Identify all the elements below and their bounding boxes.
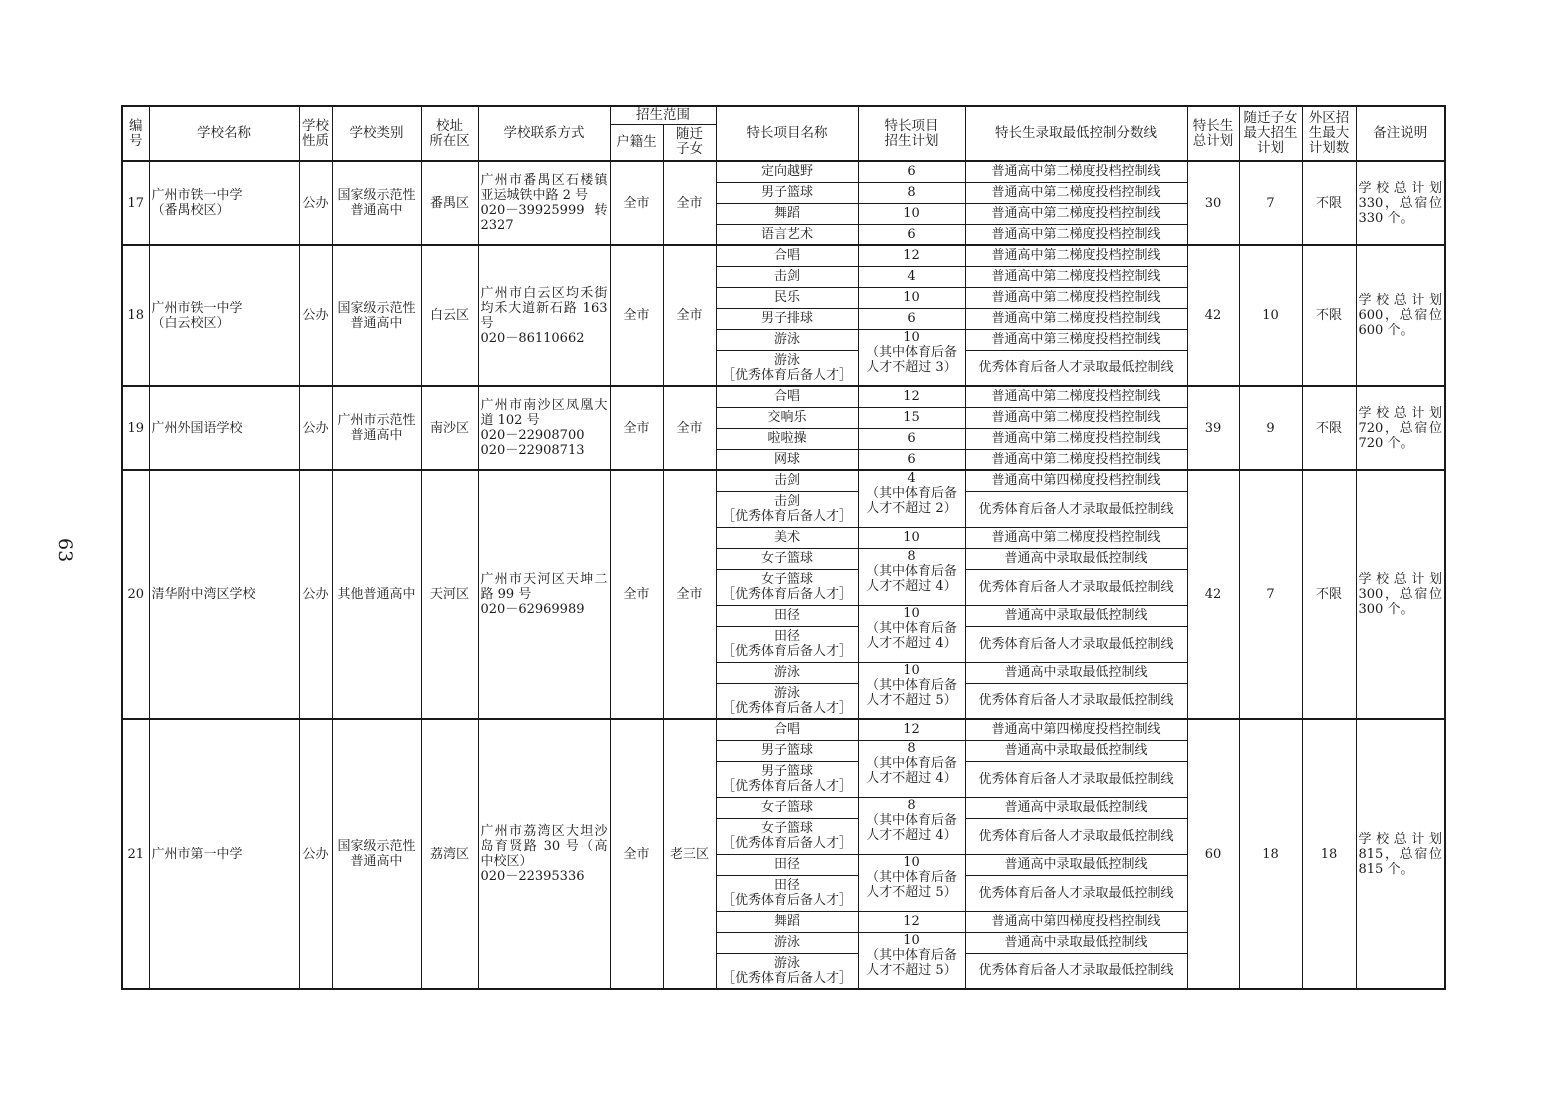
item-plan [858, 854, 965, 911]
item-name: 田径 ［优秀体育后备人才］ [716, 626, 858, 662]
scope-child: 全市 [663, 245, 716, 386]
scope-hukou: 全市 [610, 161, 663, 245]
header-scope-child: 随迁 子女 [663, 124, 716, 161]
school-name: 广州市铁一中学 （白云校区） [149, 245, 299, 386]
header-nature: 学校 性质 [299, 106, 332, 161]
item-name: 游泳 ［优秀体育后备人才］ [716, 350, 858, 386]
item-name: 语言艺术 [716, 224, 858, 245]
item-plan-note: （其中体育后备人才不超过 2） [865, 486, 957, 516]
item-name: 男子篮球 ［优秀体育后备人才］ [716, 761, 858, 797]
header-outside-max: 外区招 生最大 计划数 [1302, 106, 1356, 161]
table-row [122, 161, 1445, 182]
item-name: 网球 [716, 449, 858, 470]
table-row [122, 719, 1445, 740]
item-name: 定向越野 [716, 161, 858, 182]
item-name: 舞蹈 [716, 911, 858, 932]
school-outside-max: 不限 [1302, 470, 1356, 719]
item-plan [858, 470, 965, 527]
school-total: 42 [1187, 470, 1239, 719]
item-name: 男子篮球 [716, 740, 858, 761]
school-remark: 学校总计划 720，总宿位 720 个。 [1356, 386, 1445, 470]
school-category: 其他普通高中 [332, 470, 421, 719]
school-outside-max: 不限 [1302, 245, 1356, 386]
school-child-max: 7 [1239, 161, 1302, 245]
item-line: 普通高中第四梯度投档控制线 [965, 911, 1187, 932]
scope-hukou: 全市 [610, 470, 663, 719]
item-plan-count: 10 [903, 662, 920, 678]
school-contact: 广州市天河区天坤二路 99 号 020－62969989 [478, 470, 610, 719]
school-contact: 广州市荔湾区大坦沙岛育贤路 30 号（高中校区） 020－22395336 [478, 719, 610, 989]
item-name: 女子篮球 [716, 548, 858, 569]
school-child-max: 18 [1239, 719, 1302, 989]
item-name: 击剑 ［优秀体育后备人才］ [716, 491, 858, 527]
item-name: 女子篮球 [716, 797, 858, 818]
item-plan-note: （其中体育后备人才不超过 5） [865, 677, 957, 708]
item-name: 啦啦操 [716, 428, 858, 449]
item-plan [858, 932, 965, 989]
school-total: 39 [1187, 386, 1239, 470]
item-line: 普通高中录取最低控制线 [965, 797, 1187, 818]
item-name: 女子篮球 ［优秀体育后备人才］ [716, 818, 858, 854]
item-line: 普通高中第二梯度投档控制线 [965, 287, 1187, 308]
school-child-max: 7 [1239, 470, 1302, 719]
item-name: 田径 [716, 854, 858, 875]
item-line: 普通高中第三梯度投档控制线 [965, 329, 1187, 350]
school-contact: 广州市番禺区石楼镇亚运城铁中路 2 号 020－39925999 转 2327 [478, 161, 610, 245]
item-plan: 12 [858, 386, 965, 407]
scope-child: 老三区 [663, 719, 716, 989]
school-name: 广州市铁一中学 （番禺校区） [149, 161, 299, 245]
item-line: 优秀体育后备人才录取最低控制线 [965, 761, 1187, 797]
school-category: 国家级示范性 普通高中 [332, 719, 421, 989]
header-no: 编 号 [122, 106, 149, 161]
item-name: 击剑 [716, 470, 858, 491]
item-plan: 6 [858, 449, 965, 470]
item-name: 交响乐 [716, 407, 858, 428]
item-name: 美术 [716, 527, 858, 548]
item-line: 普通高中第二梯度投档控制线 [965, 161, 1187, 182]
item-line: 优秀体育后备人才录取最低控制线 [965, 875, 1187, 911]
header-remark: 备注说明 [1356, 106, 1445, 161]
scope-hukou: 全市 [610, 386, 663, 470]
item-line: 普通高中录取最低控制线 [965, 932, 1187, 953]
item-plan [858, 740, 965, 797]
item-line: 普通高中录取最低控制线 [965, 662, 1187, 683]
table-row [122, 470, 1445, 491]
item-line: 优秀体育后备人才录取最低控制线 [965, 350, 1187, 386]
item-plan [858, 797, 965, 854]
table-row [122, 245, 1445, 266]
scope-hukou: 全市 [610, 719, 663, 989]
table-row [122, 386, 1445, 407]
item-plan: 12 [858, 719, 965, 740]
item-line: 普通高中第二梯度投档控制线 [965, 428, 1187, 449]
school-district: 天河区 [421, 470, 478, 719]
table-body [122, 161, 1445, 989]
item-line: 普通高中第四梯度投档控制线 [965, 470, 1187, 491]
item-name: 合唱 [716, 386, 858, 407]
item-plan-note: （其中体育后备人才不超过 4） [865, 755, 957, 786]
item-plan: 10 [858, 287, 965, 308]
item-line: 普通高中第二梯度投档控制线 [965, 308, 1187, 329]
item-name: 击剑 [716, 266, 858, 287]
scope-child: 全市 [663, 386, 716, 470]
school-remark: 学校总计划 600，总宿位 600 个。 [1356, 245, 1445, 386]
item-name: 田径 [716, 605, 858, 626]
school-remark: 学校总计划 815，总宿位 815 个。 [1356, 719, 1445, 989]
item-name: 男子篮球 [716, 182, 858, 203]
school-no: 21 [122, 719, 149, 989]
header-item-plan: 特长项目 招生计划 [858, 106, 965, 161]
item-name: 合唱 [716, 245, 858, 266]
header-category: 学校类别 [332, 106, 421, 161]
item-plan-note: （其中体育后备人才不超过 4） [865, 620, 957, 651]
item-plan-count: 4 [907, 471, 916, 486]
school-name: 清华附中湾区学校 [149, 470, 299, 719]
school-nature: 公办 [299, 719, 332, 989]
item-plan-count: 10 [903, 605, 920, 621]
header-scope: 招生范围 [610, 106, 716, 124]
school-outside-max: 18 [1302, 719, 1356, 989]
item-name: 合唱 [716, 719, 858, 740]
item-plan-note: （其中体育后备人才不超过 4） [865, 563, 957, 594]
school-no: 17 [122, 161, 149, 245]
item-plan-count: 10 [903, 329, 920, 345]
item-line: 优秀体育后备人才录取最低控制线 [965, 626, 1187, 662]
item-line: 普通高中录取最低控制线 [965, 548, 1187, 569]
school-nature: 公办 [299, 161, 332, 245]
school-remark: 学校总计划 330，总宿位 330 个。 [1356, 161, 1445, 245]
school-child-max: 10 [1239, 245, 1302, 386]
item-plan-count: 8 [907, 797, 916, 813]
item-line: 普通高中第二梯度投档控制线 [965, 245, 1187, 266]
item-line: 普通高中第二梯度投档控制线 [965, 407, 1187, 428]
item-line: 普通高中录取最低控制线 [965, 605, 1187, 626]
school-contact: 广州市南沙区凤凰大道 102 号 020－22908700 020－22908713 [478, 386, 610, 470]
item-plan: 10 [858, 203, 965, 224]
school-district: 白云区 [421, 245, 478, 386]
school-district: 南沙区 [421, 386, 478, 470]
item-name: 游泳 ［优秀体育后备人才］ [716, 953, 858, 989]
item-line: 优秀体育后备人才录取最低控制线 [965, 818, 1187, 854]
item-line: 普通高中第二梯度投档控制线 [965, 449, 1187, 470]
item-plan: 6 [858, 308, 965, 329]
item-line: 优秀体育后备人才录取最低控制线 [965, 953, 1187, 989]
item-line: 优秀体育后备人才录取最低控制线 [965, 491, 1187, 527]
school-no: 18 [122, 245, 149, 386]
item-line: 普通高中第二梯度投档控制线 [965, 386, 1187, 407]
item-plan: 15 [858, 407, 965, 428]
item-line: 普通高中第二梯度投档控制线 [965, 266, 1187, 287]
scope-child: 全市 [663, 161, 716, 245]
item-plan [858, 548, 965, 605]
item-plan: 6 [858, 224, 965, 245]
school-name: 广州外国语学校 [149, 386, 299, 470]
item-plan-count: 10 [903, 932, 920, 948]
school-category: 国家级示范性 普通高中 [332, 245, 421, 386]
school-outside-max: 不限 [1302, 386, 1356, 470]
item-line: 普通高中第二梯度投档控制线 [965, 203, 1187, 224]
item-line: 普通高中第二梯度投档控制线 [965, 182, 1187, 203]
item-plan: 8 [858, 182, 965, 203]
school-nature: 公办 [299, 470, 332, 719]
school-child-max: 9 [1239, 386, 1302, 470]
item-plan-note: （其中体育后备人才不超过 3） [865, 344, 957, 375]
item-plan [858, 605, 965, 662]
school-name: 广州市第一中学 [149, 719, 299, 989]
school-remark: 学校总计划 300，总宿位 300 个。 [1356, 470, 1445, 719]
item-line: 普通高中第二梯度投档控制线 [965, 224, 1187, 245]
item-plan-count: 8 [907, 548, 916, 564]
item-plan: 12 [858, 911, 965, 932]
item-name: 游泳 [716, 662, 858, 683]
page-number: 63 [54, 538, 76, 563]
school-nature: 公办 [299, 245, 332, 386]
scope-child: 全市 [663, 470, 716, 719]
item-name: 女子篮球 ［优秀体育后备人才］ [716, 569, 858, 605]
item-plan-note: （其中体育后备人才不超过 4） [865, 812, 957, 843]
header-district: 校址 所在区 [421, 106, 478, 161]
header-contact: 学校联系方式 [478, 106, 610, 161]
item-plan: 6 [858, 428, 965, 449]
item-name: 田径 ［优秀体育后备人才］ [716, 875, 858, 911]
item-name: 舞蹈 [716, 203, 858, 224]
item-plan-count: 10 [903, 854, 920, 870]
school-district: 荔湾区 [421, 719, 478, 989]
item-plan: 6 [858, 161, 965, 182]
header-name: 学校名称 [149, 106, 299, 161]
school-district: 番禺区 [421, 161, 478, 245]
item-plan: 10 [858, 527, 965, 548]
item-name: 游泳 ［优秀体育后备人才］ [716, 683, 858, 719]
enrollment-table [121, 105, 1446, 990]
school-total: 42 [1187, 245, 1239, 386]
item-line: 普通高中录取最低控制线 [965, 740, 1187, 761]
school-nature: 公办 [299, 386, 332, 470]
scope-hukou: 全市 [610, 245, 663, 386]
school-outside-max: 不限 [1302, 161, 1356, 245]
item-plan [858, 329, 965, 386]
school-contact: 广州市白云区均禾街均禾大道新石路 163 号 020－86110662 [478, 245, 610, 386]
header-scope-hukou: 户籍生 [610, 124, 663, 161]
header-line: 特长生录取最低控制分数线 [965, 106, 1187, 161]
item-line: 普通高中第四梯度投档控制线 [965, 719, 1187, 740]
item-plan: 12 [858, 245, 965, 266]
school-total: 30 [1187, 161, 1239, 245]
school-no: 19 [122, 386, 149, 470]
item-plan [858, 662, 965, 719]
item-line: 普通高中第二梯度投档控制线 [965, 527, 1187, 548]
item-line: 优秀体育后备人才录取最低控制线 [965, 683, 1187, 719]
school-total: 60 [1187, 719, 1239, 989]
item-plan-count: 8 [907, 740, 916, 756]
item-name: 民乐 [716, 287, 858, 308]
item-plan-note: （其中体育后备人才不超过 5） [865, 947, 957, 978]
header-child-max: 随迁子女 最大招生 计划 [1239, 106, 1302, 161]
item-name: 男子排球 [716, 308, 858, 329]
school-no: 20 [122, 470, 149, 719]
header-item: 特长项目名称 [716, 106, 858, 161]
school-category: 广州市示范性 普通高中 [332, 386, 421, 470]
item-name: 游泳 [716, 329, 858, 350]
item-plan-note: （其中体育后备人才不超过 5） [865, 869, 957, 900]
header-total: 特长生 总计划 [1187, 106, 1239, 161]
item-name: 游泳 [716, 932, 858, 953]
item-line: 普通高中录取最低控制线 [965, 854, 1187, 875]
school-category: 国家级示范性 普通高中 [332, 161, 421, 245]
item-plan: 4 [858, 266, 965, 287]
item-line: 优秀体育后备人才录取最低控制线 [965, 569, 1187, 605]
